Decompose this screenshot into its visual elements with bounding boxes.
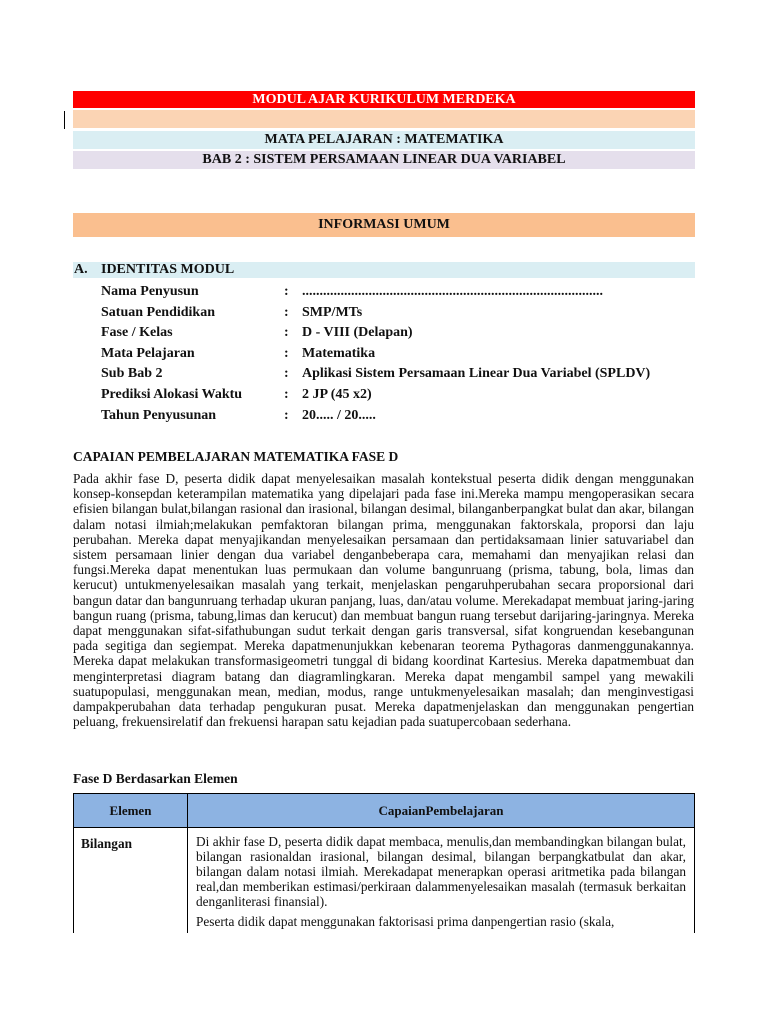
identitas-row — [101, 344, 701, 365]
blank-peach-bar — [73, 110, 695, 128]
modul-title-bar: MODUL AJAR KURIKULUM MERDEKA — [73, 91, 695, 108]
table-row — [74, 828, 695, 934]
identitas-row — [101, 323, 701, 344]
bab-title-bar: BAB 2 : SISTEM PERSAMAAN LINEAR DUA VARIABEL — [73, 151, 695, 169]
identitas-colon: : — [284, 345, 289, 361]
informasi-umum-bar: INFORMASI UMUM — [73, 213, 695, 237]
identitas-label: Sub Bab 2 — [101, 366, 163, 382]
identitas-value: ...................................................................................... — [302, 284, 603, 299]
identitas-value: Matematika — [302, 345, 376, 361]
text-cursor — [64, 111, 65, 129]
table-header-row — [74, 794, 695, 828]
section-title: IDENTITAS MODUL — [101, 262, 235, 277]
identitas-row — [101, 406, 701, 427]
identitas-list — [101, 282, 701, 426]
fase-d-heading: Fase D Berdasarkan Elemen — [73, 771, 238, 786]
identitas-value: 2 JP (45 x2) — [302, 386, 372, 402]
capaian-cell-paragraph: Peserta didik dapat menggunakan faktorisasi prima danpengertian rasio (skala, — [196, 914, 615, 929]
capaian-heading: CAPAIAN PEMBELAJARAN MATEMATIKA FASE D — [73, 449, 399, 464]
header-elemen: Elemen — [74, 794, 188, 828]
identitas-colon: : — [284, 284, 289, 299]
identitas-label: Nama Penyusun — [101, 284, 199, 299]
identitas-value: 20..... / 20..... — [302, 407, 376, 423]
identitas-label: Tahun Penyusunan — [101, 407, 217, 423]
capaian-cell-paragraph: Di akhir fase D, peserta didik dapat membaca, menulis,dan membandingkan bilangan bulat, bilangan rasionaldan irasional, bilangan desimal, bilangan berpangkatbulat dan akar, bilangan dalam notasi ilmiah. Merekadapat menerapkan operasi aritmetika pada bilangan real,dan memberikan estimasi/perkiraan dalammenyelesaikan masalah (termasuk berkaitan denganliterasi finansial). — [196, 834, 686, 909]
elemen-cell: Bilangan — [74, 828, 188, 934]
mata-pelajaran-bar: MATA PELAJARAN : MATEMATIKA — [73, 131, 695, 149]
identitas-row — [101, 282, 701, 303]
identitas-label: Fase / Kelas — [101, 325, 173, 341]
identitas-value: Aplikasi Sistem Persamaan Linear Dua Variabel (SPLDV) — [302, 366, 651, 382]
identitas-colon: : — [284, 366, 289, 382]
elemen-table — [73, 793, 695, 933]
identitas-value: SMP/MTs — [302, 304, 363, 320]
capaian-cell — [188, 828, 695, 934]
identitas-colon: : — [284, 407, 289, 423]
identitas-label: Satuan Pendidikan — [101, 304, 215, 320]
identitas-colon: : — [284, 304, 289, 320]
identitas-row — [101, 303, 701, 324]
identitas-row — [101, 385, 701, 406]
identitas-colon: : — [284, 325, 289, 341]
capaian-paragraph: Pada akhir fase D, peserta didik dapat menyelesaikan masalah kontekstual peserta didik dengan menggunakan konsep-konsepdan keterampilan matematika yang dipelajari pada fase ini.Mereka mampu mengoperasikan secara efisien bilangan bulat,bilangan rasional dan irasional, bilangan desimal, bilanganberpangkat bulat dan akar, bilangan dalam notasi ilmiah;melakukan pemfaktoran bilangan prima, menggunakan faktorskala, proporsi dan laju perubahan. Mereka dapat menyajikandan menyelesaikan persamaan dan pertidaksamaan linier satuvariabel dan sistem persamaan linier dengan dua variabel denganbeberapa cara, memahami dan menyajikan relasi dan fungsi.Mereka dapat menentukan luas permukaan dan volume bangunruang (prisma, tabung, bola, limas dan kerucut) untukmenyelesaikan masalah yang terkait, menjelaskan pengaruhperubahan secara proporsional dari bangun datar dan bangunruang terhadap ukuran panjang, luas, dan/atau volume. Merekadapat membuat jaring-jaring bangun ruang (prisma, tabung,limas dan kerucut) dan membuat bangun ruang tersebut darijaring-jaringnya. Mereka dapat menggunakan sifat-sifathubungan sudut terkait dengan garis transversal, sifat kongruendan kesebangunan pada segitiga dan segiempat. Mereka dapatmenunjukkan kebenaran teorema Pythagoras danmenggunakannya. Mereka dapat melakukan transformasigeometri tunggal di bidang koordinat Kartesius. Mereka dapatmembuat dan menginterpretasi diagram batang dan diagramlingkaran. Mereka dapat mengambil sampel yang mewakili suatupopulasi, menggunakan mean, median, modus, range untukmenyelesaikan masalah; dan menginvestigasi dampakperubahan data terhadap pengukuran pusat. Mereka dapatmenjelaskan dan menggunakan pengertian peluang, frekuensirelatif dan frekuensi harapan satu kejadian pada suatupercobaan sederhana. — [73, 471, 694, 730]
identitas-colon: : — [284, 386, 289, 402]
section-a-heading — [73, 262, 695, 278]
section-number: A. — [74, 262, 88, 277]
identitas-row — [101, 364, 701, 385]
identitas-value: D - VIII (Delapan) — [302, 325, 413, 341]
identitas-label: Prediksi Alokasi Waktu — [101, 386, 243, 402]
header-capaian: CapaianPembelajaran — [188, 794, 695, 828]
identitas-label: Mata Pelajaran — [101, 345, 195, 361]
